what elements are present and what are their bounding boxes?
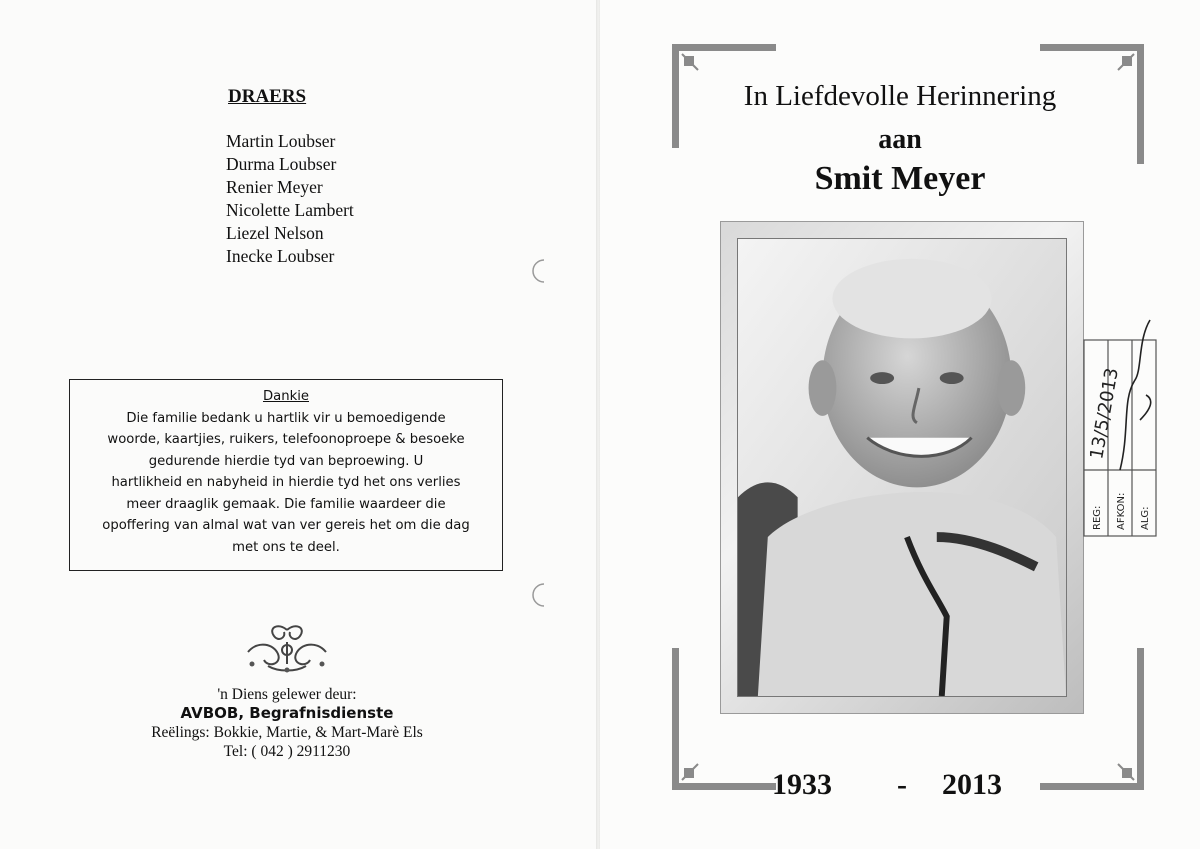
funeral-service-info: [100, 685, 474, 761]
thanks-line: Die familie bedank u hartlik vir u bemoedigende: [126, 410, 446, 426]
service-intro: 'n Diens gelewer deur:: [217, 686, 357, 703]
bearer-name: Renier Meyer: [226, 177, 323, 197]
stamp-date: 13/5/2013: [1086, 366, 1123, 461]
bearer-name: Liezel Nelson: [226, 223, 324, 243]
portrait-photo: [737, 238, 1067, 697]
thanks-line: woorde, kaartjies, ruikers, telefoonoproepe & besoeke: [107, 432, 465, 447]
deceased-name: Smit Meyer: [814, 160, 986, 197]
ornament-icon: [238, 620, 336, 676]
thanks-title: Dankie: [262, 389, 309, 404]
portrait-frame: [720, 221, 1084, 714]
binder-hole-icon: [530, 582, 554, 608]
thanks-line: meer draaglik gemaak. Die familie waardeer die: [126, 496, 446, 512]
service-phone: Tel: ( 042 ) 2911230: [223, 743, 351, 760]
bearer-name: Martin Loubser: [226, 131, 336, 151]
memorial-connector: aan: [878, 124, 922, 155]
year-died: 2013: [942, 768, 1002, 801]
binder-hole-icon: [530, 258, 554, 284]
bearers-title: DRAERS: [228, 86, 307, 107]
stamp-label-alg: ALG:: [1140, 506, 1151, 530]
thanks-box: [69, 379, 503, 571]
registration-stamp: [1080, 300, 1160, 540]
bearer-name: Inecke Loubser: [226, 246, 335, 266]
signature-icon: [1120, 320, 1151, 470]
left-page: [0, 0, 596, 849]
portrait-image: [738, 239, 1066, 696]
thanks-line: hartlikheid en nabyheid in hierdie tyd het ons verlies: [111, 475, 461, 490]
thanks-line: opoffering van almal wat van ver gereis het om die dag: [102, 518, 470, 533]
memorial-heading: In Liefdevolle Herinnering: [743, 80, 1057, 112]
bearer-name: Nicolette Lambert: [226, 200, 354, 220]
service-company: AVBOB, Begrafnisdienste: [180, 704, 394, 722]
year-born: 1933: [772, 768, 832, 801]
stamp-label-afkon: AFKON:: [1116, 492, 1127, 530]
bearer-name: Durma Loubser: [226, 154, 337, 174]
stamp-label-reg: REG:: [1092, 505, 1103, 530]
bearers-list: [226, 130, 354, 268]
year-dash: -: [897, 768, 907, 801]
thanks-line: gedurende hierdie tyd van beproewing. U: [148, 453, 424, 469]
service-arrangements: Reëlings: Bokkie, Martie, & Mart-Marè Els: [151, 724, 423, 741]
thanks-line: met ons te deel.: [232, 539, 340, 555]
